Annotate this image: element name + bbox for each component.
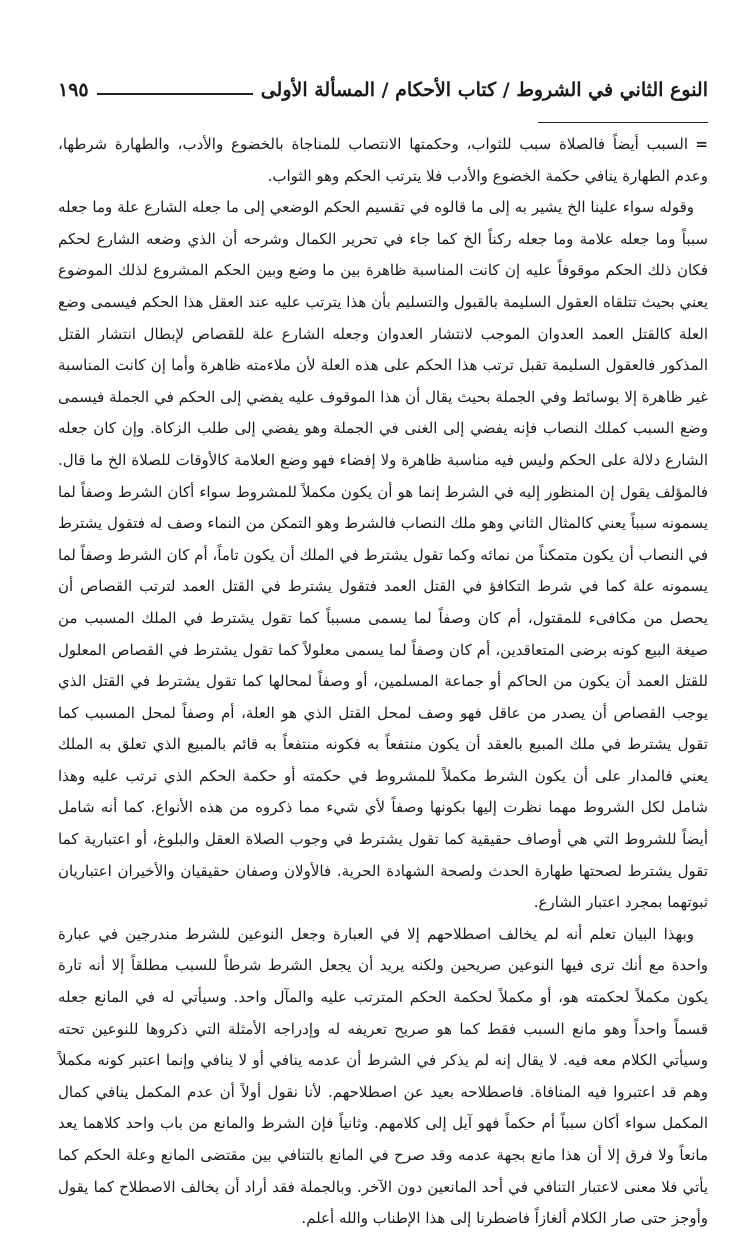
footnote-separator [538, 122, 708, 123]
paragraph-3: وبهذا البيان تعلم أنه لم يخالف اصطلاحهم إلا في العبارة وجعل النوعين للشرط مندرجين في عبارة واحدة مع أنك ترى فيها النوعين صريحين ولكنه يريد أن يجعل الشرط شرطاً للسبب مطلقاً إلا أنه تارة يكون مكملاً لحكمته هو، أو مكملاً لحكمة الحكم المترتب عليه والمآل واحد. وسيأتي له في المانع جعله قسماً واحداً وهو مانع السبب فقط كما هو صريح تعريفه له وإدراجه الأمثلة التي ذكروها للنوعين تحته وسيأتي الكلام معه فيه. لا يقال إنه لم يذكر في الشرط أن عدمه ينافي أو لا ينافي وإنما اعتبر كونه مكملاً وهم قد اعتبروا فيه المنافاة. فاصطلاحه بعيد عن اصطلاحهم. لأنا نقول أولاً أن عدم المكمل ينافي كمال المكمل سواء أكان سبباً أم حكماً فهو آيل إلى كلامهم. وثانياً فإن الشرط والمانع من باب واحد كلاهما يعد مانعاً ولا فرق إلا أن هذا مانع بجهة عدمه وقد صرح في المانع بالتنافي بين مقتضى المانع وعلة الحكم كما يأتي فلا معنى لاعتبار التنافي في أحد المانعين دون الآخر. وبالجملة فقد أراد أن يخالف الاصطلاح كما يقول وأوجز حتى صار الكلام ألغازاً فاضطرنا إلى هذا الإطناب والله أعلم. [58, 924, 708, 1228]
header-rule [97, 93, 253, 95]
paragraph-2: وقوله سواء علينا الخ يشير به إلى ما قالوه في تقسيم الحكم الوضعي إلى ما جعله الشارع علة وما جعله سبباً وما جعله علامة وما جعله ركناً الخ كما جاء في تحرير الكمال وشرحه أن الذي وضعه الشارع لحكم فكان ذلك الحكم موقوفاً عليه إن كانت المناسبة ظاهرة بين ما وضع وبين الحكم المشروع لذلك الموضوع يعني بحيث تتلقاه العقول السليمة بالقبول والتسليم بأن هذا يترتب عليه عند العقل هذا الحكم فيسمى وضع العلة كالقتل العمد العدوان الموجب لانتشار العدوان وجعله الشارع علة للقصاص لإبطال انتشار القتل المذكور فالعقول السليمة تقبل ترتب هذا الحكم على هذه العلة لأن ملاءمته ظاهرة وأما إن كانت المناسبة غير ظاهرة إلا بوسائط وفي الجملة بحيث يقال أن هذا الموقوف عليه يفضي إلى الحكم في الجملة فيسمى وضع السبب كملك النصاب فإنه يفضي إلى الغنى في الجملة وهو يفضي إلى طلب الزكاة. وإن كان جعله الشارع دلالة على الحكم وليس فيه مناسبة ظاهرة ولا إفضاء فهو وضع العلامة كالأوقات للصلاة الخ ما قال. فالمؤلف يقول إن المنظور إليه في الشرط إنما هو أن يكون مكملاً للمشروط سواء أكان الشرط وصفاً لما يسمونه سبباً يعني كالمثال الثاني وهو ملك النصاب فالشرط وهو التمكن من النماء وصف له فتقول يشترط في النصاب أن يكون متمكناً من نمائه وكما تقول يشترط في الملك أن يكون تاماً، أم كان الشرط وصفاً لما يسمونه علة كما في شرط التكافؤ في القتل العمد فتقول يشترط في القتل العمد لترتب القصاص أن يحصل من مكافىء للمقتول، أم كان وصفاً لما يسمى مسبباً كما تقول يشترط في الملك المسبب من صيغة البيع كونه برضى المتعاقدين، أم كان وصفاً لما يسمى معلولاً كما تقول يشترط في القصاص المعلول للقتل العمد أن يكون من الحاكم أو جماعة المسلمين، أو وصفاً لمحالها كما تقول يشترط في القتل الذي يوجب القصاص أن يصدر من عاقل فهو وصف لمحل القتل الذي هو العلة، أم وصفاً لمحل المسبب كما تقول يشترط في ملك المبيع بالعقد أن يكون منتفعاً به فكونه منتفعاً به قائم بالمبيع الذي تعلق به الملك يعني فالمدار على أن يكون الشرط مكملاً للمشروط في حكمته أو حكمة الحكم الذي ترتب عليه وهذا شامل لكل الشروط مهما نظرت إليها بكونها وصفاً لأي شيء مما ذكروه من هذه الأنواع. كما أنه شامل أيضاً للشروط التي هي أوصاف حقيقية كما تقول يشترط في وجوب الصلاة العقل والبلوغ، أو اعتبارية كما تقول يشترط لصحتها طهارة الحدث ولصحة الشهادة الحرية. فالأولان وصفان حقيقيان والأخيران اعتباريان ثبوتهما بمجرد اعتبار الشارع. [58, 198, 708, 912]
document-page [58, 72, 708, 1228]
paragraph-1 [58, 129, 708, 192]
paragraph-1-text: السبب أيضاً فالصلاة سبب للثواب، وحكمتها الانتصاب للمناجاة بالخضوع والأدب، والطهارة شرطها، وعدم الطهارة ينافي حكمة الخضوع والأدب فلا يترتب الحكم وهو الثواب. [58, 135, 708, 185]
body-text [58, 129, 708, 1235]
page-number: ١٩٥ [58, 79, 89, 101]
header-title: النوع الثاني في الشروط / كتاب الأحكام / المسألة الأولى [260, 79, 708, 101]
running-header [58, 72, 708, 108]
continuation-marker: = [695, 135, 708, 153]
